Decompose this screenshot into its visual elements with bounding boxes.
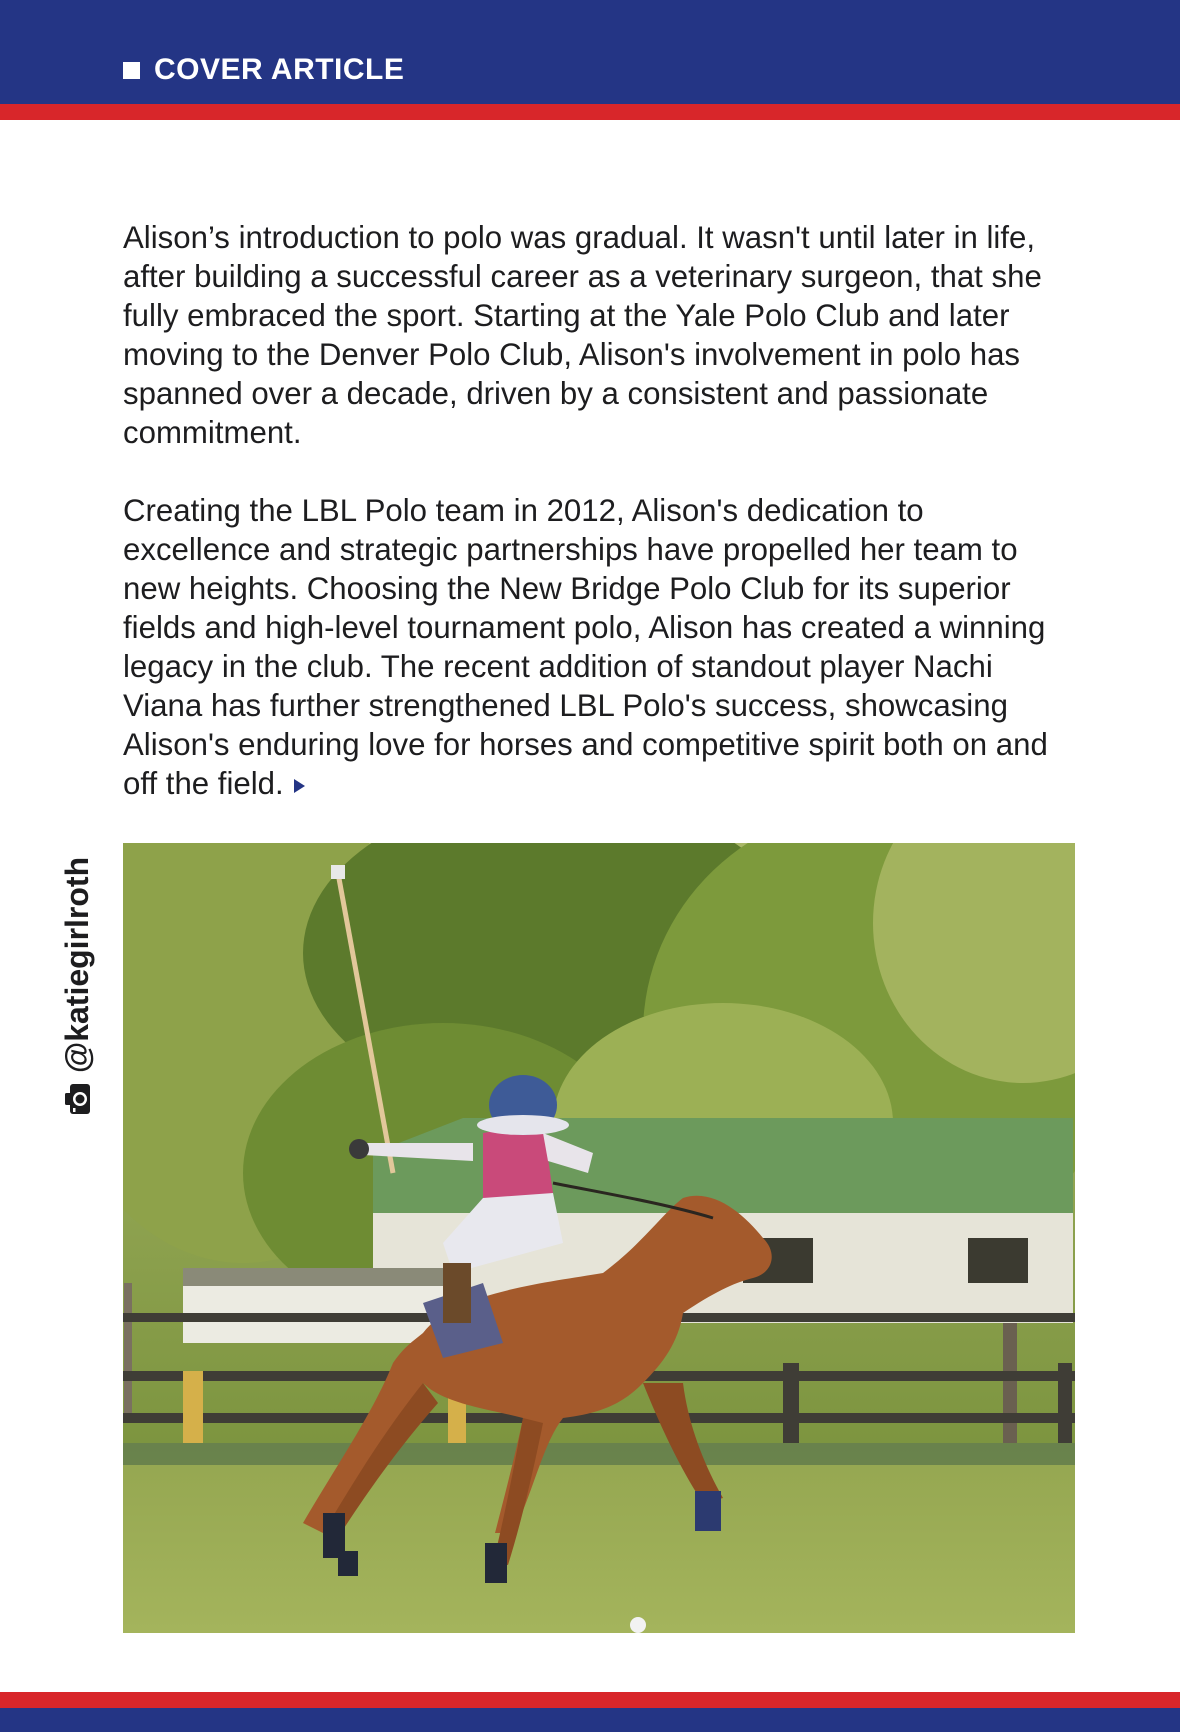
footer-red-stripe [0, 1692, 1180, 1708]
photo-credit [54, 845, 100, 1115]
section-label [123, 48, 404, 92]
article-body [123, 218, 1063, 803]
article-paragraph: Alison’s introduction to polo was gradual. It wasn't until later in life, after building a successful career as a veterinary surgeon, that she fully embraced the sport. Starting at the Yale Polo Club and later moving to the Denver Polo Club, Alison's involvement in polo has spanned over a decade, driven by a consistent and passionate commitment. [123, 220, 1042, 450]
footer-bar [0, 1708, 1180, 1732]
header-red-stripe [0, 104, 1180, 120]
section-label-text: COVER ARTICLE [154, 53, 405, 86]
end-of-article-triangle-icon [294, 779, 305, 793]
photo-credit-handle: @katiegirlroth [58, 856, 95, 1073]
camera-icon [63, 1083, 91, 1115]
article-paragraph-text: Creating the LBL Polo team in 2012, Alison's dedication to excellence and strategic partnerships have propelled her team to new heights. Choosing the New Bridge Polo Club for its superior fields and high-level tournament polo, Alison has created a winning legacy in the club. The recent addition of standout player Nachi Viana has further strengthened LBL Polo's success, showcasing Alison's enduring love for horses and competitive spirit both on and off the field. [123, 493, 1048, 801]
photo-illustration [123, 843, 1075, 1633]
polo-player-on-horse-photo [123, 843, 1075, 1633]
article-paragraph-last [123, 491, 1063, 803]
square-bullet-icon [123, 62, 140, 79]
